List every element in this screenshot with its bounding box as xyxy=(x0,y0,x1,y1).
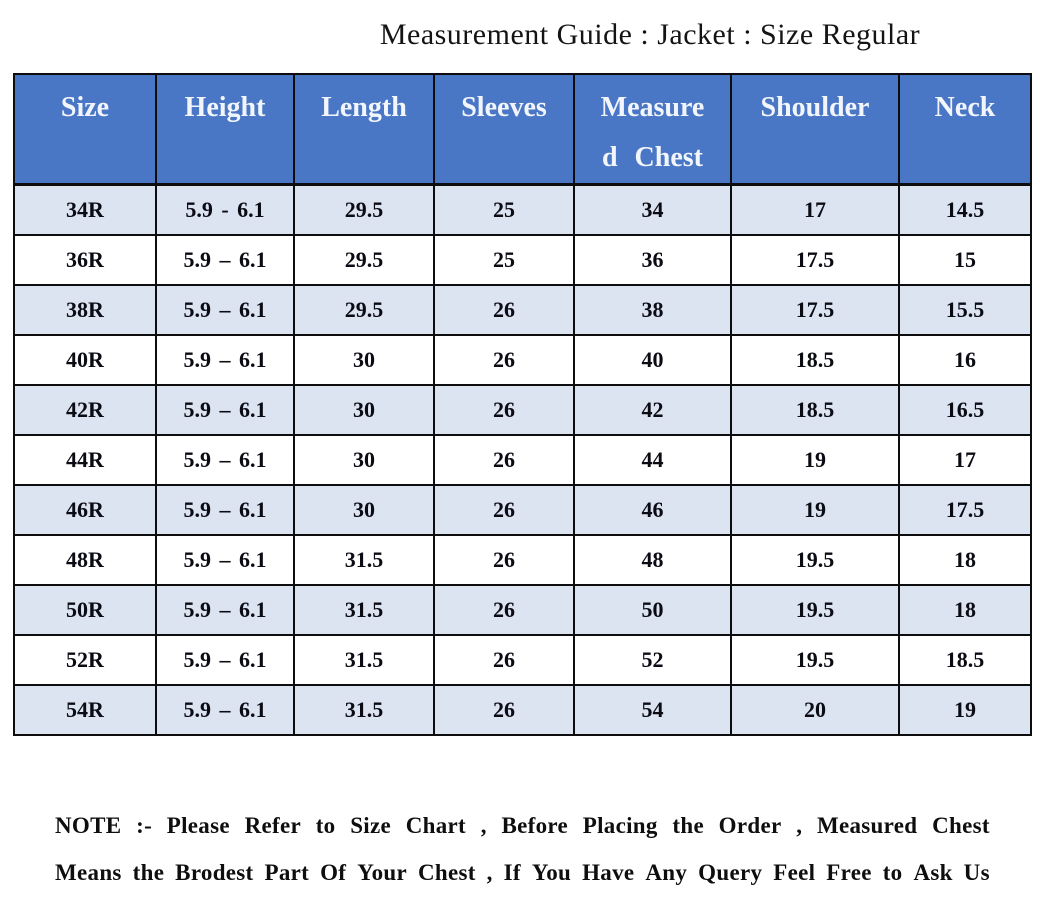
table-row-48r xyxy=(14,535,1031,585)
cell-shoulder: 20 xyxy=(731,685,899,735)
cell-size: 48R xyxy=(14,535,156,585)
cell-neck: 18 xyxy=(899,535,1031,585)
note-word: You xyxy=(531,859,572,885)
table-row-40r xyxy=(14,335,1031,385)
cell-height: 5.9 – 6.1 xyxy=(156,535,294,585)
note-line-1 xyxy=(55,802,990,849)
cell-length: 30 xyxy=(294,385,434,435)
note-line-2 xyxy=(55,849,990,896)
note-word: Measured xyxy=(816,812,918,838)
cell-measured-chest: 50 xyxy=(574,585,731,635)
cell-measured-chest: 46 xyxy=(574,485,731,535)
cell-neck: 15.5 xyxy=(899,285,1031,335)
cell-neck: 14.5 xyxy=(899,185,1031,235)
note-word: Feel xyxy=(773,859,816,885)
cell-length: 30 xyxy=(294,485,434,535)
note-word: , xyxy=(486,859,493,885)
cell-shoulder: 17.5 xyxy=(731,235,899,285)
cell-size: 44R xyxy=(14,435,156,485)
cell-height: 5.9 – 6.1 xyxy=(156,285,294,335)
cell-sleeves: 26 xyxy=(434,485,574,535)
cell-length: 31.5 xyxy=(294,535,434,585)
cell-shoulder: 19 xyxy=(731,435,899,485)
cell-measured-chest: 52 xyxy=(574,635,731,685)
note-word: Chart xyxy=(405,812,466,838)
column-header-line: d Chest xyxy=(601,142,703,173)
column-header-line: Length xyxy=(321,92,407,123)
cell-neck: 16.5 xyxy=(899,385,1031,435)
column-header-line: Measure xyxy=(600,92,705,123)
table-header-row xyxy=(14,74,1031,185)
table-row-36r xyxy=(14,235,1031,285)
cell-neck: 18.5 xyxy=(899,635,1031,685)
note-word: to xyxy=(882,859,903,885)
note-word: Free xyxy=(826,859,872,885)
cell-neck: 15 xyxy=(899,235,1031,285)
table-row-54r xyxy=(14,685,1031,735)
note-word: Part xyxy=(264,859,310,885)
column-header-length xyxy=(294,74,434,185)
cell-height: 5.9 – 6.1 xyxy=(156,485,294,535)
column-header-size xyxy=(14,74,156,185)
column-header-height xyxy=(156,74,294,185)
note-word: If xyxy=(503,859,521,885)
cell-shoulder: 17.5 xyxy=(731,285,899,335)
cell-measured-chest: 40 xyxy=(574,335,731,385)
column-header-measured-chest xyxy=(574,74,731,185)
cell-neck: 17.5 xyxy=(899,485,1031,535)
cell-size: 38R xyxy=(14,285,156,335)
column-header-line: Shoulder xyxy=(760,92,870,123)
cell-length: 30 xyxy=(294,335,434,385)
cell-sleeves: 25 xyxy=(434,235,574,285)
cell-shoulder: 17 xyxy=(731,185,899,235)
cell-shoulder: 18.5 xyxy=(731,335,899,385)
measurement-guide-page xyxy=(0,14,1040,904)
cell-height: 5.9 – 6.1 xyxy=(156,435,294,485)
cell-length: 31.5 xyxy=(294,635,434,685)
cell-sleeves: 26 xyxy=(434,585,574,635)
cell-sleeves: 26 xyxy=(434,635,574,685)
cell-measured-chest: 38 xyxy=(574,285,731,335)
column-header-sleeves xyxy=(434,74,574,185)
note-word: Means xyxy=(55,859,122,885)
cell-shoulder: 19.5 xyxy=(731,635,899,685)
size-chart-table xyxy=(13,73,1032,736)
cell-measured-chest: 54 xyxy=(574,685,731,735)
note-word: Of xyxy=(320,859,347,885)
cell-neck: 18 xyxy=(899,585,1031,635)
cell-height: 5.9 - 6.1 xyxy=(156,185,294,235)
note-word: Brodest xyxy=(175,859,254,885)
cell-measured-chest: 34 xyxy=(574,185,731,235)
note-word: Order xyxy=(718,812,782,838)
table-row-52r xyxy=(14,635,1031,685)
note-word: , xyxy=(480,812,487,838)
note-word: Chest xyxy=(932,812,990,838)
cell-measured-chest: 42 xyxy=(574,385,731,435)
cell-height: 5.9 – 6.1 xyxy=(156,335,294,385)
cell-shoulder: 19.5 xyxy=(731,535,899,585)
column-header-line: Neck xyxy=(934,92,996,123)
note-word: the xyxy=(132,859,165,885)
table-row-38r xyxy=(14,285,1031,335)
cell-shoulder: 19.5 xyxy=(731,585,899,635)
note-word: Any xyxy=(645,859,688,885)
cell-sleeves: 26 xyxy=(434,435,574,485)
cell-measured-chest: 36 xyxy=(574,235,731,285)
note-word: Placing xyxy=(582,812,658,838)
cell-size: 52R xyxy=(14,635,156,685)
cell-sleeves: 26 xyxy=(434,685,574,735)
cell-size: 34R xyxy=(14,185,156,235)
table-row-46r xyxy=(14,485,1031,535)
cell-height: 5.9 – 6.1 xyxy=(156,585,294,635)
cell-size: 42R xyxy=(14,385,156,435)
note-word: Your xyxy=(357,859,407,885)
table-body xyxy=(14,185,1031,735)
cell-height: 5.9 – 6.1 xyxy=(156,635,294,685)
note-word: Have xyxy=(582,859,635,885)
cell-measured-chest: 44 xyxy=(574,435,731,485)
note-word: NOTE xyxy=(55,812,122,838)
cell-sleeves: 26 xyxy=(434,285,574,335)
cell-neck: 19 xyxy=(899,685,1031,735)
cell-length: 31.5 xyxy=(294,585,434,635)
note-word: , xyxy=(796,812,803,838)
cell-sleeves: 26 xyxy=(434,335,574,385)
note-word: :- xyxy=(136,812,153,838)
cell-height: 5.9 – 6.1 xyxy=(156,685,294,735)
note-word: Query xyxy=(698,859,763,885)
column-header-line: Size xyxy=(60,92,110,123)
cell-length: 31.5 xyxy=(294,685,434,735)
column-header-neck xyxy=(899,74,1031,185)
cell-sleeves: 26 xyxy=(434,385,574,435)
cell-shoulder: 19 xyxy=(731,485,899,535)
table-row-44r xyxy=(14,435,1031,485)
note-word: to xyxy=(315,812,336,838)
column-header-line: Height xyxy=(184,92,266,123)
cell-neck: 17 xyxy=(899,435,1031,485)
cell-neck: 16 xyxy=(899,335,1031,385)
note-word: Ask xyxy=(913,859,953,885)
column-header-line: Sleeves xyxy=(461,92,547,123)
cell-measured-chest: 48 xyxy=(574,535,731,585)
cell-size: 46R xyxy=(14,485,156,535)
cell-sleeves: 26 xyxy=(434,535,574,585)
page-title: Measurement Guide : Jacket : Size Regular xyxy=(379,18,921,51)
cell-height: 5.9 – 6.1 xyxy=(156,385,294,435)
cell-length: 29.5 xyxy=(294,285,434,335)
cell-size: 54R xyxy=(14,685,156,735)
table-row-34r xyxy=(14,185,1031,235)
note-word: Before xyxy=(501,812,569,838)
cell-size: 36R xyxy=(14,235,156,285)
note-word: the xyxy=(672,812,704,838)
note-word: Us xyxy=(963,859,990,885)
cell-length: 29.5 xyxy=(294,235,434,285)
cell-length: 30 xyxy=(294,435,434,485)
cell-size: 40R xyxy=(14,335,156,385)
note-word: Refer xyxy=(244,812,301,838)
cell-size: 50R xyxy=(14,585,156,635)
note-word: Chest xyxy=(417,859,476,885)
note-text xyxy=(55,802,990,896)
cell-height: 5.9 – 6.1 xyxy=(156,235,294,285)
table-row-42r xyxy=(14,385,1031,435)
column-header-shoulder xyxy=(731,74,899,185)
cell-sleeves: 25 xyxy=(434,185,574,235)
cell-shoulder: 18.5 xyxy=(731,385,899,435)
note-word: Please xyxy=(166,812,230,838)
cell-length: 29.5 xyxy=(294,185,434,235)
note-word: Size xyxy=(350,812,391,838)
table-row-50r xyxy=(14,585,1031,635)
